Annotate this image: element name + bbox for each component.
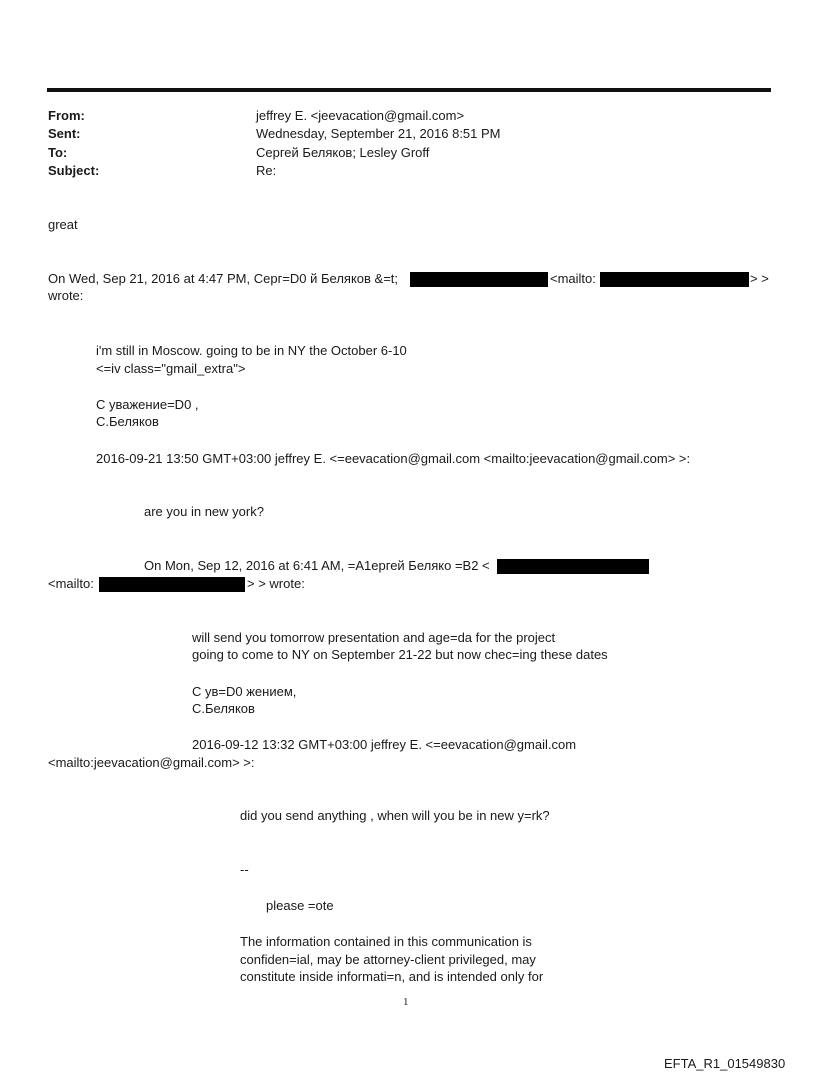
to-value: Сергей Беляков; Lesley Groff [256,145,430,160]
quote3-signature-greeting: С ув=D0 жением, [192,684,297,699]
quote1-intro-b: <mailto: [550,271,596,286]
quote2-line: are you in new york? [144,504,264,519]
subject-value: Re: [256,163,277,178]
quote1-line1: i'm still in Moscow. going to be in NY the October 6-10 [96,343,407,358]
please-note: please =ote [266,898,334,913]
redaction-box [497,559,649,574]
sent-label: Sent: [48,126,81,141]
quote3-attribution-line2: <mailto:jeevacation@gmail.com> >: [48,755,255,770]
redaction-box [600,272,749,287]
signature-separator: -- [240,862,249,877]
quote3-line2: going to come to NY on September 21-22 but now chec=ing these dates [192,647,608,662]
reply-text: great [48,217,78,232]
quote4-line: did you send anything , when will you be in new y=rk? [240,808,550,823]
disclaimer-line1: The information contained in this communication is [240,934,532,949]
from-label: From: [48,108,85,123]
quote2-intro-line1: On Mon, Sep 12, 2016 at 6:41 AM, =A1ергей Беляко =B2 < [144,558,490,573]
quote1-intro-c: > > [750,271,769,286]
quote3-signature-name: С.Беляков [192,701,255,716]
page-number: 1 [403,996,409,1008]
quote1-signature-greeting: С уважение=D0 , [96,397,199,412]
quote1-intro-a: On Wed, Sep 21, 2016 at 4:47 PM, Серг=D0 й Беляков &=t; [48,271,399,286]
quote3-line1: will send you tomorrow presentation and age=da for the project [192,630,556,645]
quote1-line2: <=iv class="gmail_extra"> [96,361,246,376]
disclaimer-line2: confiden=ial, may be attorney-client privileged, may [240,952,536,967]
quote1-signature-name: С.Беляков [96,414,159,429]
quote1-attribution: 2016-09-21 13:50 GMT+03:00 jeffrey E. <=eevacation@gmail.com <mailto:jeevacation@gmail.com> >: [96,451,691,466]
disclaimer-line3: constitute inside informati=n, and is intended only for [240,969,544,984]
sent-value: Wednesday, September 21, 2016 8:51 PM [256,126,501,141]
redaction-box [99,577,245,592]
quote3-attribution-line1: 2016-09-12 13:32 GMT+03:00 jeffrey E. <=eevacation@gmail.com [192,737,577,752]
from-value: jeffrey E. <jeevacation@gmail.com> [256,108,465,123]
quote1-intro-wrote: wrote: [48,288,84,303]
quote2-intro-wrote: > > wrote: [247,576,305,591]
quote2-intro-mailto: <mailto: [48,576,94,591]
document-id: EFTA_R1_01549830 [664,1056,786,1071]
redaction-box [410,272,548,287]
header-rule [47,88,771,92]
subject-label: Subject: [48,163,100,178]
to-label: To: [48,145,68,160]
